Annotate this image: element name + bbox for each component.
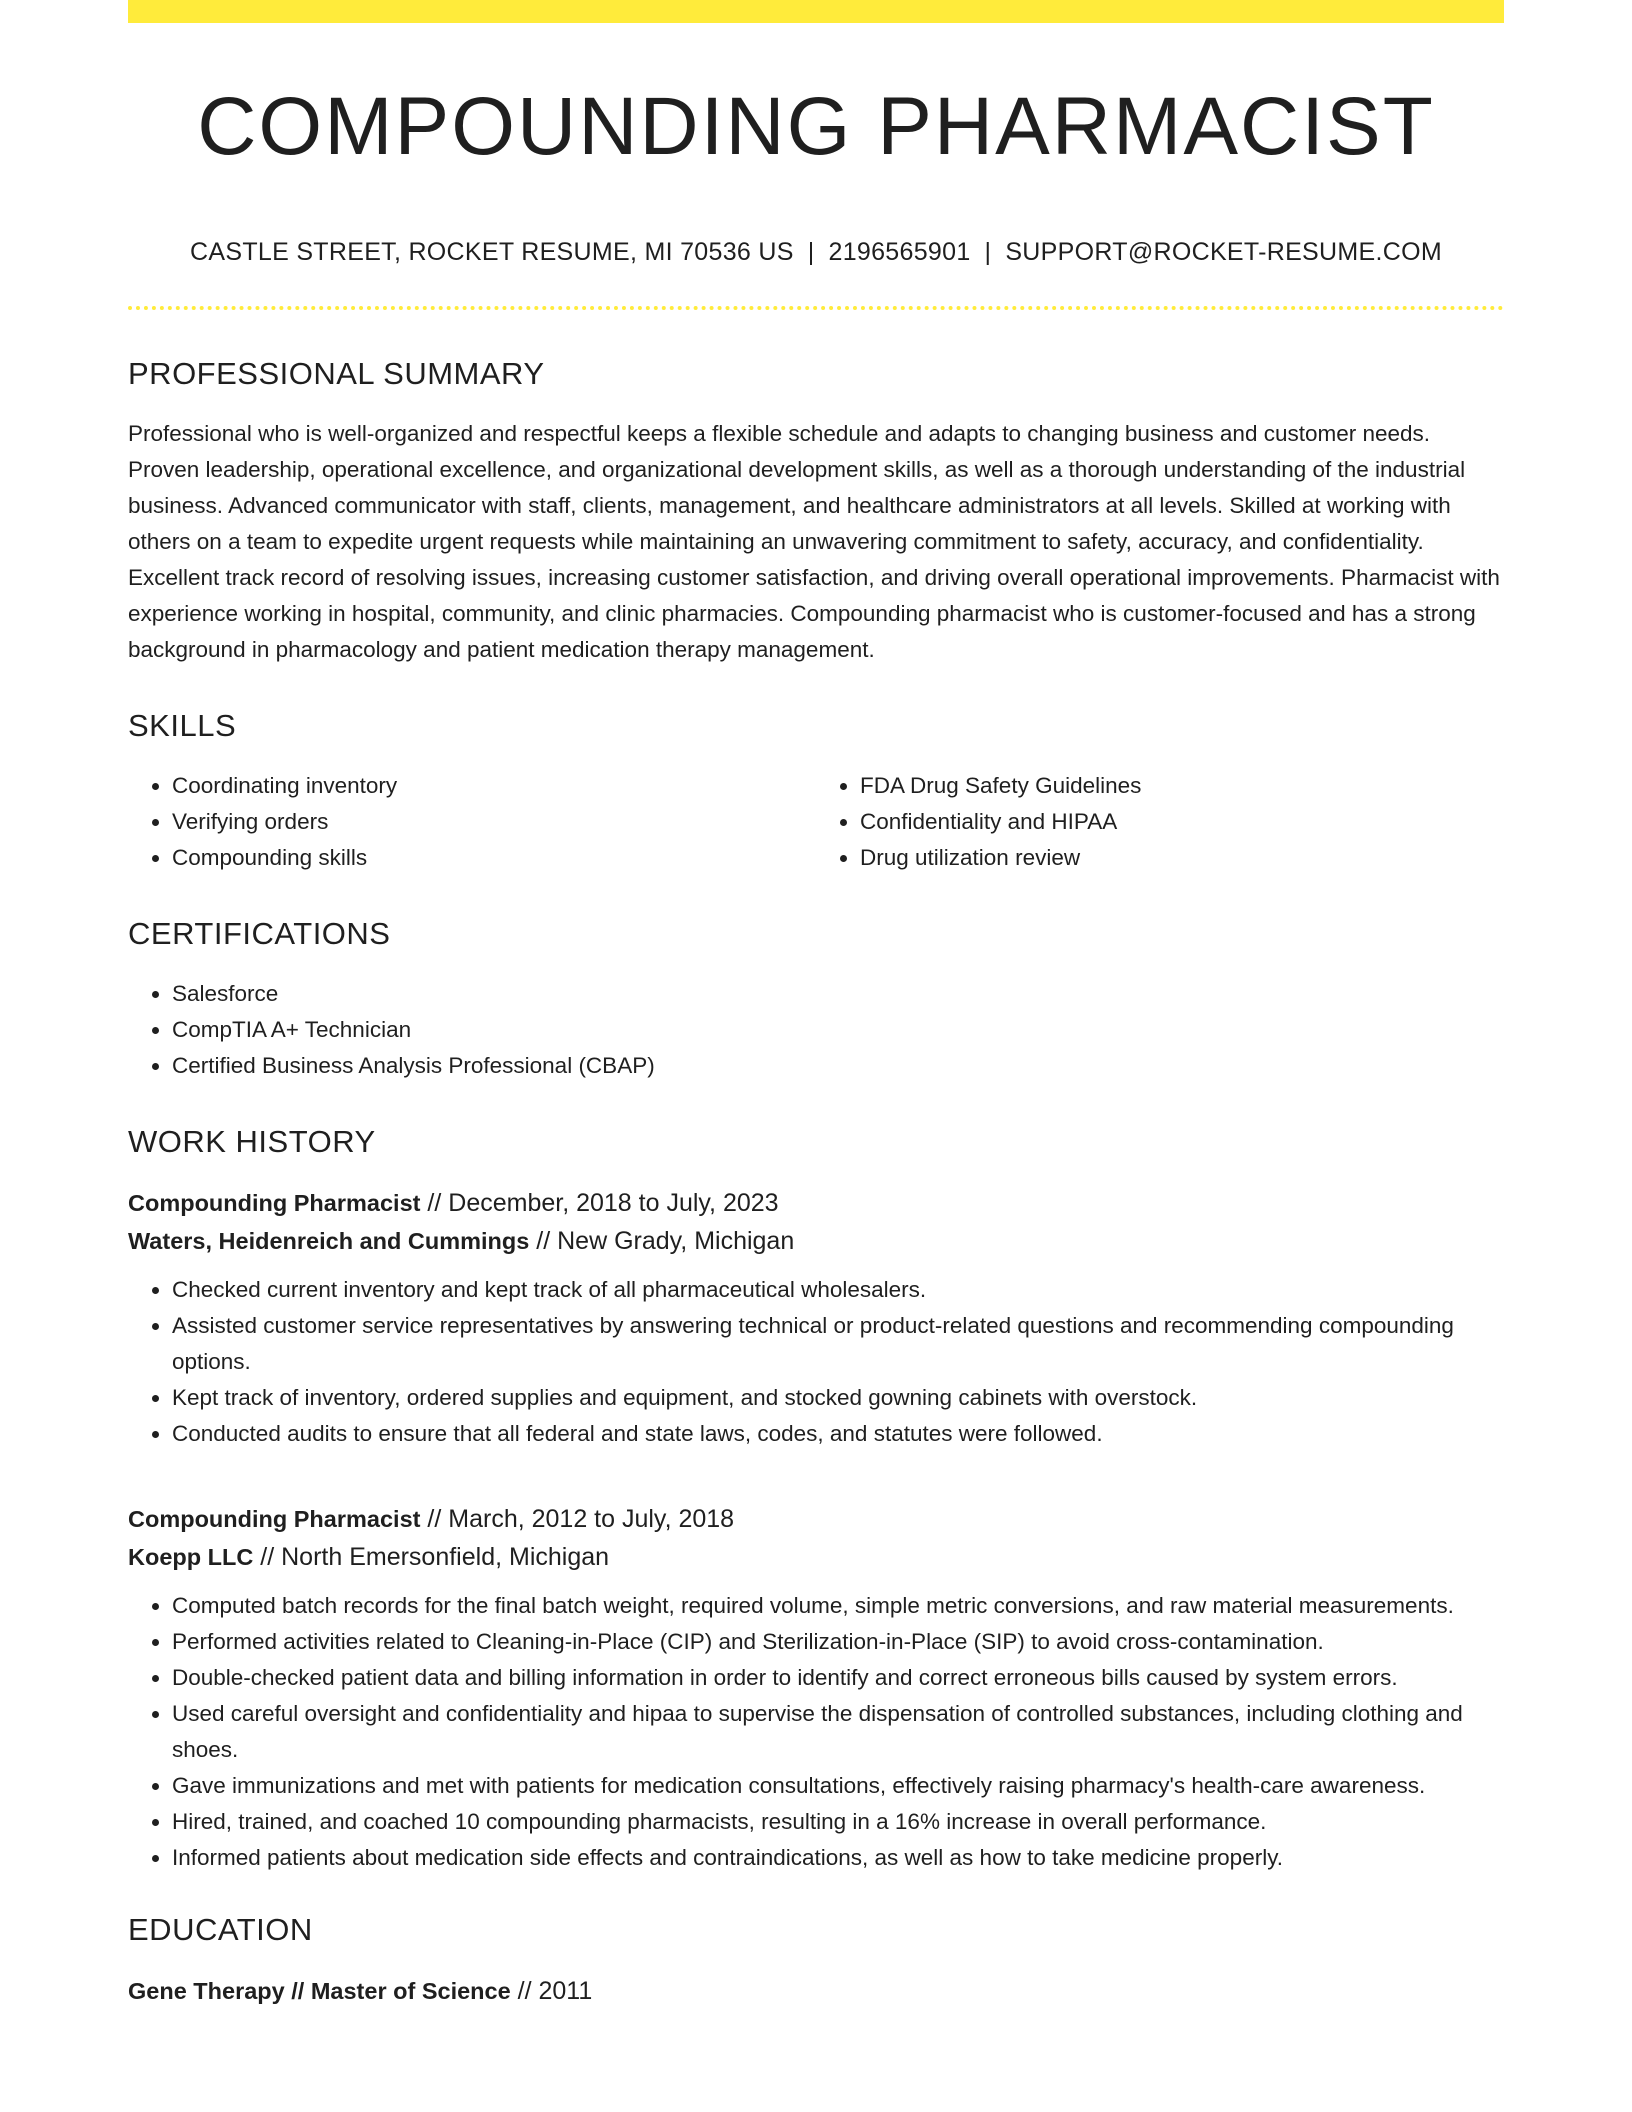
skill-item: • Verifying orders bbox=[172, 804, 816, 840]
job-title: Compounding Pharmacist bbox=[128, 1190, 421, 1216]
job-dates: // December, 2018 to July, 2023 bbox=[427, 1189, 779, 1217]
skills-heading: SKILLS bbox=[128, 708, 237, 743]
certifications-section bbox=[128, 914, 1504, 1084]
job-bullet: • Double-checked patient data and billing information in order to identify and correct erroneous bills caused by system errors. bbox=[172, 1660, 1504, 1696]
certification-item: • CompTIA A+ Technician bbox=[172, 1012, 1504, 1048]
summary-heading: PROFESSIONAL SUMMARY bbox=[128, 356, 545, 391]
contact-line bbox=[128, 238, 1504, 267]
skills-section bbox=[128, 706, 1504, 876]
certifications-heading: CERTIFICATIONS bbox=[128, 916, 391, 951]
education-degree: Gene Therapy // Master of Science bbox=[128, 1978, 511, 2004]
work-history-heading: WORK HISTORY bbox=[128, 1124, 376, 1159]
education-section bbox=[128, 1910, 1504, 2010]
job-company: Koepp LLC bbox=[128, 1544, 254, 1570]
skills-list-left bbox=[128, 768, 816, 876]
work-history-section bbox=[128, 1122, 1504, 1876]
contact-email: SUPPORT@ROCKET-RESUME.COM bbox=[1005, 238, 1442, 266]
skills-list-right bbox=[816, 768, 1504, 876]
job-bullet: • Hired, trained, and coached 10 compounding pharmacists, resulting in a 16% increase in overall performance. bbox=[172, 1804, 1504, 1840]
job-dates: // March, 2012 to July, 2018 bbox=[427, 1505, 735, 1533]
job-bullet: • Kept track of inventory, ordered supplies and equipment, and stocked gowning cabinets with overstock. bbox=[172, 1380, 1504, 1416]
contact-address: CASTLE STREET, ROCKET RESUME, MI 70536 US bbox=[190, 238, 794, 266]
resume-body bbox=[128, 354, 1504, 2010]
job-bullet: • Gave immunizations and met with patients for medication consultations, effectively raising pharmacy's health-care awareness. bbox=[172, 1768, 1504, 1804]
job-title: Compounding Pharmacist bbox=[128, 1506, 421, 1532]
education-entry bbox=[128, 1972, 1504, 2010]
job-bullet: • Conducted audits to ensure that all federal and state laws, codes, and statutes were followed. bbox=[172, 1416, 1504, 1452]
job-entry bbox=[128, 1500, 1504, 1876]
job-bullets bbox=[128, 1272, 1504, 1452]
job-company-line bbox=[128, 1222, 1504, 1260]
certifications-list bbox=[128, 976, 1504, 1084]
job-bullet: • Assisted customer service representatives by answering technical or product-related questions and recommending compounding options. bbox=[172, 1308, 1504, 1380]
contact-phone: 2196565901 bbox=[828, 238, 971, 266]
job-company: Waters, Heidenreich and Cummings bbox=[128, 1228, 530, 1254]
certification-item: • Salesforce bbox=[172, 976, 1504, 1012]
skills-columns bbox=[128, 768, 1504, 876]
job-company-line bbox=[128, 1538, 1504, 1576]
resume-title: COMPOUNDING PHARMACIST bbox=[197, 81, 1435, 172]
job-title-line bbox=[128, 1184, 1504, 1222]
dotted-divider bbox=[128, 306, 1504, 310]
top-accent-bar bbox=[128, 0, 1504, 23]
summary-section bbox=[128, 354, 1504, 668]
job-bullets bbox=[128, 1588, 1504, 1876]
certification-item: • Certified Business Analysis Professional (CBAP) bbox=[172, 1048, 1504, 1084]
job-bullet: • Performed activities related to Cleaning-in-Place (CIP) and Sterilization-in-Place (SIP) to avoid cross-contamination. bbox=[172, 1624, 1504, 1660]
job-location: // New Grady, Michigan bbox=[536, 1227, 795, 1255]
skill-item: • Coordinating inventory bbox=[172, 768, 816, 804]
job-entry bbox=[128, 1184, 1504, 1452]
contact-separator: | bbox=[984, 238, 992, 266]
job-bullet: • Checked current inventory and kept track of all pharmaceutical wholesalers. bbox=[172, 1272, 1504, 1308]
education-heading: EDUCATION bbox=[128, 1912, 313, 1947]
job-bullet: • Computed batch records for the final batch weight, required volume, simple metric conversions, and raw material measurements. bbox=[172, 1588, 1504, 1624]
job-bullet: • Used careful oversight and confidentiality and hipaa to supervise the dispensation of controlled substances, including clothing and shoes. bbox=[172, 1696, 1504, 1768]
skill-item: • Confidentiality and HIPAA bbox=[860, 804, 1504, 840]
job-bullet: • Informed patients about medication side effects and contraindications, as well as how to take medicine properly. bbox=[172, 1840, 1504, 1876]
job-location: // North Emersonfield, Michigan bbox=[260, 1543, 610, 1571]
education-year: // 2011 bbox=[517, 1977, 593, 2005]
summary-text: Professional who is well-organized and respectful keeps a flexible schedule and adapts to changing business and customer needs. Proven leadership, operational excellence, and organizational development skills, as well as a thorough understanding of the industrial business. Advanced communicator with staff, clients, management, and healthcare administrators at all levels. Skilled at working with others on a team to expedite urgent requests while maintaining an unwavering commitment to safety, accuracy, and confidentiality. Excellent track record of resolving issues, increasing customer satisfaction, and driving overall operational improvements. Pharmacist with experience working in hospital, community, and clinic pharmacies. Compounding pharmacist who is customer-focused and has a strong background in pharmacology and patient medication therapy management. bbox=[128, 421, 1500, 662]
skill-item: • Compounding skills bbox=[172, 840, 816, 876]
job-title-line bbox=[128, 1500, 1504, 1538]
skill-item: • FDA Drug Safety Guidelines bbox=[860, 768, 1504, 804]
contact-separator: | bbox=[807, 238, 815, 266]
skill-item: • Drug utilization review bbox=[860, 840, 1504, 876]
